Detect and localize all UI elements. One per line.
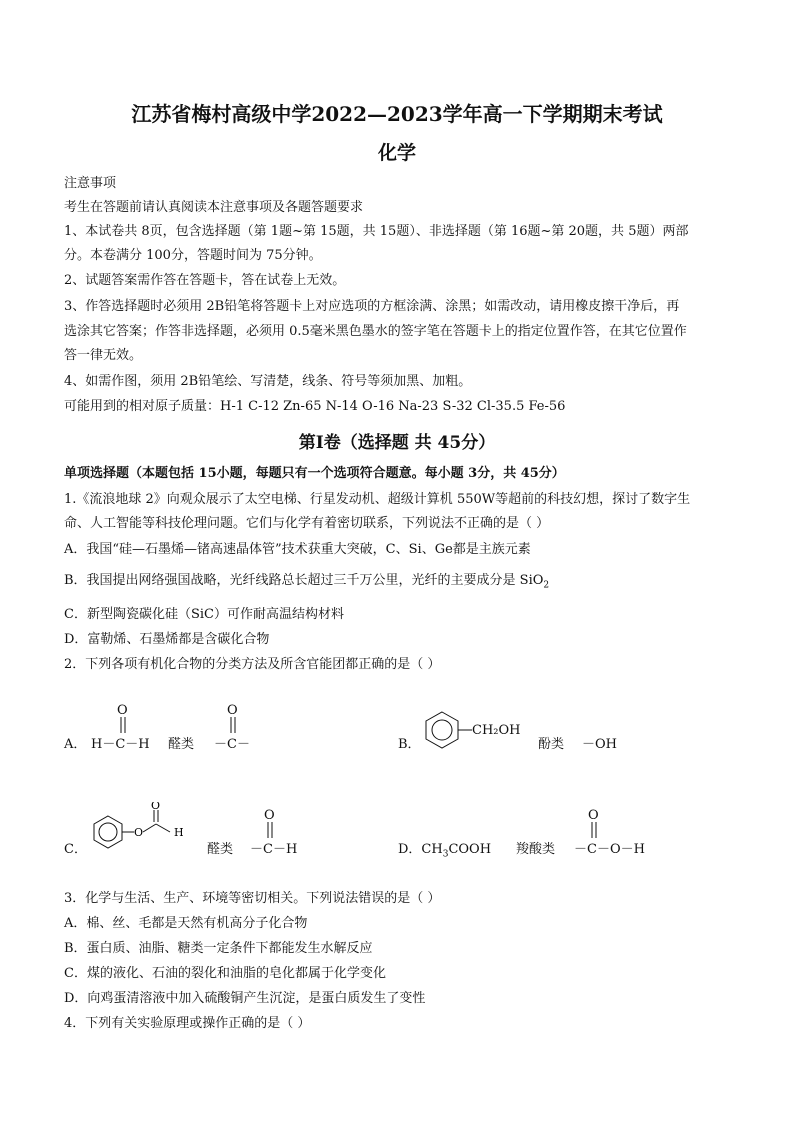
atomic-masses: 可能用到的相对原子质量：H-1 C-12 Zn-65 N-14 O-16 Na-23 S-32 Cl-35.5 Fe-56 xyxy=(64,399,566,414)
svg-text:O: O xyxy=(151,802,161,812)
q2-a-group: －C－ xyxy=(214,737,250,752)
notes-heading: 注意事项 xyxy=(64,176,117,191)
q2-a-class: 醛类 xyxy=(168,737,195,752)
notes-item-2: 2、试题答案需作答在答题卡，答在试卷上无效。 xyxy=(64,273,346,288)
q4-stem: 4．下列有关实验原理或操作正确的是（ ） xyxy=(64,1016,311,1031)
q2-d-group: －C－O－H xyxy=(574,842,645,857)
q2-d-group-double-bond xyxy=(589,822,599,840)
section-instruction: 单项选择题（本题包括 15小题，每题只有一个选项符合题意。每小题 3分，共 45分） xyxy=(64,466,565,481)
q2-stem: 2．下列各项有机化合物的分类方法及所含官能团都正确的是（ ） xyxy=(64,657,441,672)
q2-d-class: 羧酸类 xyxy=(516,842,556,857)
subject-title: 化学 xyxy=(377,142,416,164)
q1-stem-a: 1.《流浪地球 2》向观众展示了太空电梯、行星发动机、超级计算机 550W等超前的科技幻想，探讨了数字生 xyxy=(64,492,691,507)
q1-stem-b: 命、人工智能等科技伦理问题。它们与化学有着密切联系，下列说法不正确的是（ ） xyxy=(64,516,550,531)
q2-b-formula: CH₂OH xyxy=(472,723,521,738)
q3-option-c: C．煤的液化、石油的裂化和油脂的皂化都属于化学变化 xyxy=(64,966,386,981)
notes-item-1b: 分。本卷满分 100分，答题时间为 75分钟。 xyxy=(64,248,322,263)
q1-option-a: A．我国“硅—石墨烯—锗高速晶体管”技术获重大突破，C、Si、Ge都是主族元素 xyxy=(64,542,531,557)
exam-title: 江苏省梅村高级中学2022—2023学年高一下学期期末考试 xyxy=(131,102,663,126)
q1-option-d: D．富勒烯、石墨烯都是含碳化合物 xyxy=(64,632,270,647)
q3-stem: 3．化学与生活、生产、环境等密切相关。下列说法错误的是（ ） xyxy=(64,891,441,906)
q2-b-label: B． xyxy=(398,737,421,752)
notes-item-4: 4、如需作图，须用 2B铅笔绘、写清楚，线条、符号等须加黑、加粗。 xyxy=(64,374,472,389)
q2-d-formula: D．$CH_3COOH$ xyxy=(398,842,492,860)
q2-b-group: －OH xyxy=(582,737,617,752)
q1-option-c: C．新型陶瓷碳化硅（SiC）可作耐高温结构材料 xyxy=(64,607,344,622)
q2-c-label: C． xyxy=(64,842,87,857)
notes-intro: 考生在答题前请认真阅读本注意事项及各题答题要求 xyxy=(64,200,364,215)
q2-a-oxygen: O xyxy=(117,703,128,718)
benzene-ring-icon xyxy=(422,710,474,750)
notes-item-3b: 选涂其它答案；作答非选择题，必须用 0.5毫米黑色墨水的签字笔在答题卡上的指定位置作答，在其它位置作 xyxy=(64,324,687,339)
q3-option-a: A．棉、丝、毛都是天然有机高分子化合物 xyxy=(64,916,308,931)
q2-a-group-oxygen: O xyxy=(227,703,238,718)
svg-text:O: O xyxy=(134,826,144,839)
phenyl-formate-structure xyxy=(90,802,200,850)
q2-d-group-oxygen: O xyxy=(588,808,599,823)
q3-option-b: B．蛋白质、油脂、糖类一定条件下都能发生水解反应 xyxy=(64,941,373,956)
notes-item-1a: 1、本试卷共 8页，包含选择题（第 1题~第 15题，共 15题）、非选择题（第 16题~第 20题，共 5题）两部 xyxy=(64,224,689,239)
q2-b-class: 酚类 xyxy=(538,737,565,752)
q2-a-label: A． xyxy=(64,737,87,752)
notes-item-3a: 3、作答选择题时必须用 2B铅笔将答题卡上对应选项的方框涂满、涂黑；如需改动，请用橡皮擦干净后，再 xyxy=(64,299,680,314)
q2-a-double-bond xyxy=(118,717,128,735)
section-title: 第Ⅰ卷（选择题 共 45分） xyxy=(298,433,496,453)
q2-c-group-oxygen: O xyxy=(264,808,275,823)
q3-option-d: D．向鸡蛋清溶液中加入硫酸铜产生沉淀，是蛋白质发生了变性 xyxy=(64,991,426,1006)
q2-c-group: －C－H xyxy=(250,842,298,857)
q2-c-group-double-bond xyxy=(265,822,275,840)
q2-c-class: 醛类 xyxy=(207,842,234,857)
svg-text:H: H xyxy=(174,826,184,839)
q2-a-formula: H－C－H xyxy=(91,737,150,752)
notes-item-3c: 答一律无效。 xyxy=(64,348,143,363)
q1-option-b: B．我国提出网络强国战略，光纤线路总长超过三千万公里，光纤的主要成分是 SiO$_2$ xyxy=(64,573,550,591)
q2-a-group-double-bond xyxy=(228,717,238,735)
